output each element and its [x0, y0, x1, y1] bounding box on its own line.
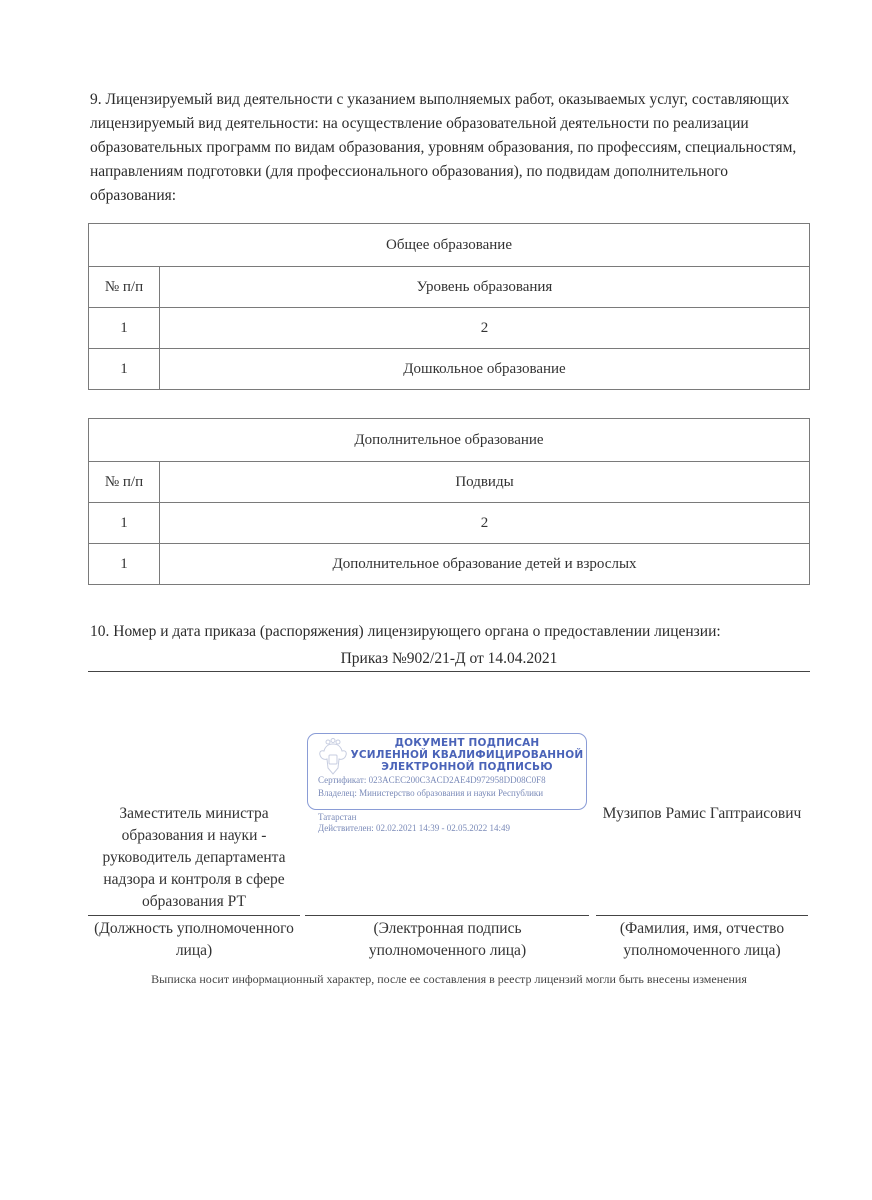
table-row: [89, 349, 810, 390]
cell-value: 2: [160, 503, 810, 544]
stamp-owner: Владелец: Министерство образования и науки Республики: [318, 788, 544, 798]
signatory-position: Заместитель министра образования и науки - руководитель департамента надзора и контроля в сфере образования РТ: [102, 805, 286, 910]
column-header-subtypes: Подвиды: [160, 462, 810, 503]
position-caption: (Должность уполномоченного лица): [94, 920, 294, 959]
footnote: Выписка носит информационный характер, после ее составления в реестр лицензий могли быть внесены изменения: [151, 972, 747, 986]
stamp-validity: Действителен: 02.02.2021 14:39 - 02.05.2022 14:49: [318, 823, 511, 833]
table-row: [89, 544, 810, 585]
column-header-number: № п/п: [89, 267, 160, 308]
table-title: Общее образование: [89, 224, 810, 267]
column-header-level: Уровень образования: [160, 267, 810, 308]
table-title: Дополнительное образование: [89, 419, 810, 462]
signatory-name: Музипов Рамис Гаптраисович: [602, 805, 802, 822]
section-9-text: 9. Лицензируемый вид деятельности с указанием выполняемых работ, оказываемых услуг, составляющих лицензируемый вид деятельности: на осуществление образовательной деятельности по реализации образовательных программ по видам образования, уровням образования, по профессиям, специальностям, направлениям подготовки (для профессионального образования), по подвидам дополнительного образования:: [90, 91, 797, 204]
general-education-table: [88, 223, 810, 390]
position-line: [88, 915, 300, 916]
cell-number: 1: [89, 503, 160, 544]
table-title-row: [89, 224, 810, 267]
cell-number: 1: [89, 544, 160, 585]
table-header-row: [89, 462, 810, 503]
order-number: Приказ №902/21-Д от 14.04.2021: [340, 650, 558, 667]
stamp-heading-line: УСИЛЕННОЙ КВАЛИФИЦИРОВАННОЙ: [350, 749, 584, 761]
signature-line: [305, 915, 589, 916]
order-underline: [88, 671, 810, 672]
stamp-owner-continued: Татарстан: [318, 812, 357, 822]
cell-value: Дополнительное образование детей и взрослых: [160, 544, 810, 585]
cell-value: 2: [160, 308, 810, 349]
table-row: [89, 503, 810, 544]
stamp-heading-line: ЭЛЕКТРОННОЙ ПОДПИСЬЮ: [381, 761, 553, 773]
stamp-certificate: Сертификат: 023ACEC200C3ACD2AE4D972958DD08C0F8: [318, 775, 546, 785]
table-title-row: [89, 419, 810, 462]
cell-number: 1: [89, 308, 160, 349]
name-line: [596, 915, 808, 916]
cell-value: Дошкольное образование: [160, 349, 810, 390]
table-row: [89, 308, 810, 349]
column-header-number: № п/п: [89, 462, 160, 503]
signature-caption: (Электронная подпись уполномоченного лица): [368, 920, 527, 959]
stamp-heading-line: ДОКУМЕНТ ПОДПИСАН: [394, 737, 540, 749]
table-header-row: [89, 267, 810, 308]
cell-number: 1: [89, 349, 160, 390]
additional-education-table: [88, 418, 810, 585]
name-caption: (Фамилия, имя, отчество уполномоченного лица): [619, 920, 785, 959]
section-10-text: 10. Номер и дата приказа (распоряжения) лицензирующего органа о предоставлении лицензии:: [90, 623, 721, 640]
stamp-heading: [348, 737, 586, 773]
coat-of-arms-icon: [316, 738, 350, 778]
